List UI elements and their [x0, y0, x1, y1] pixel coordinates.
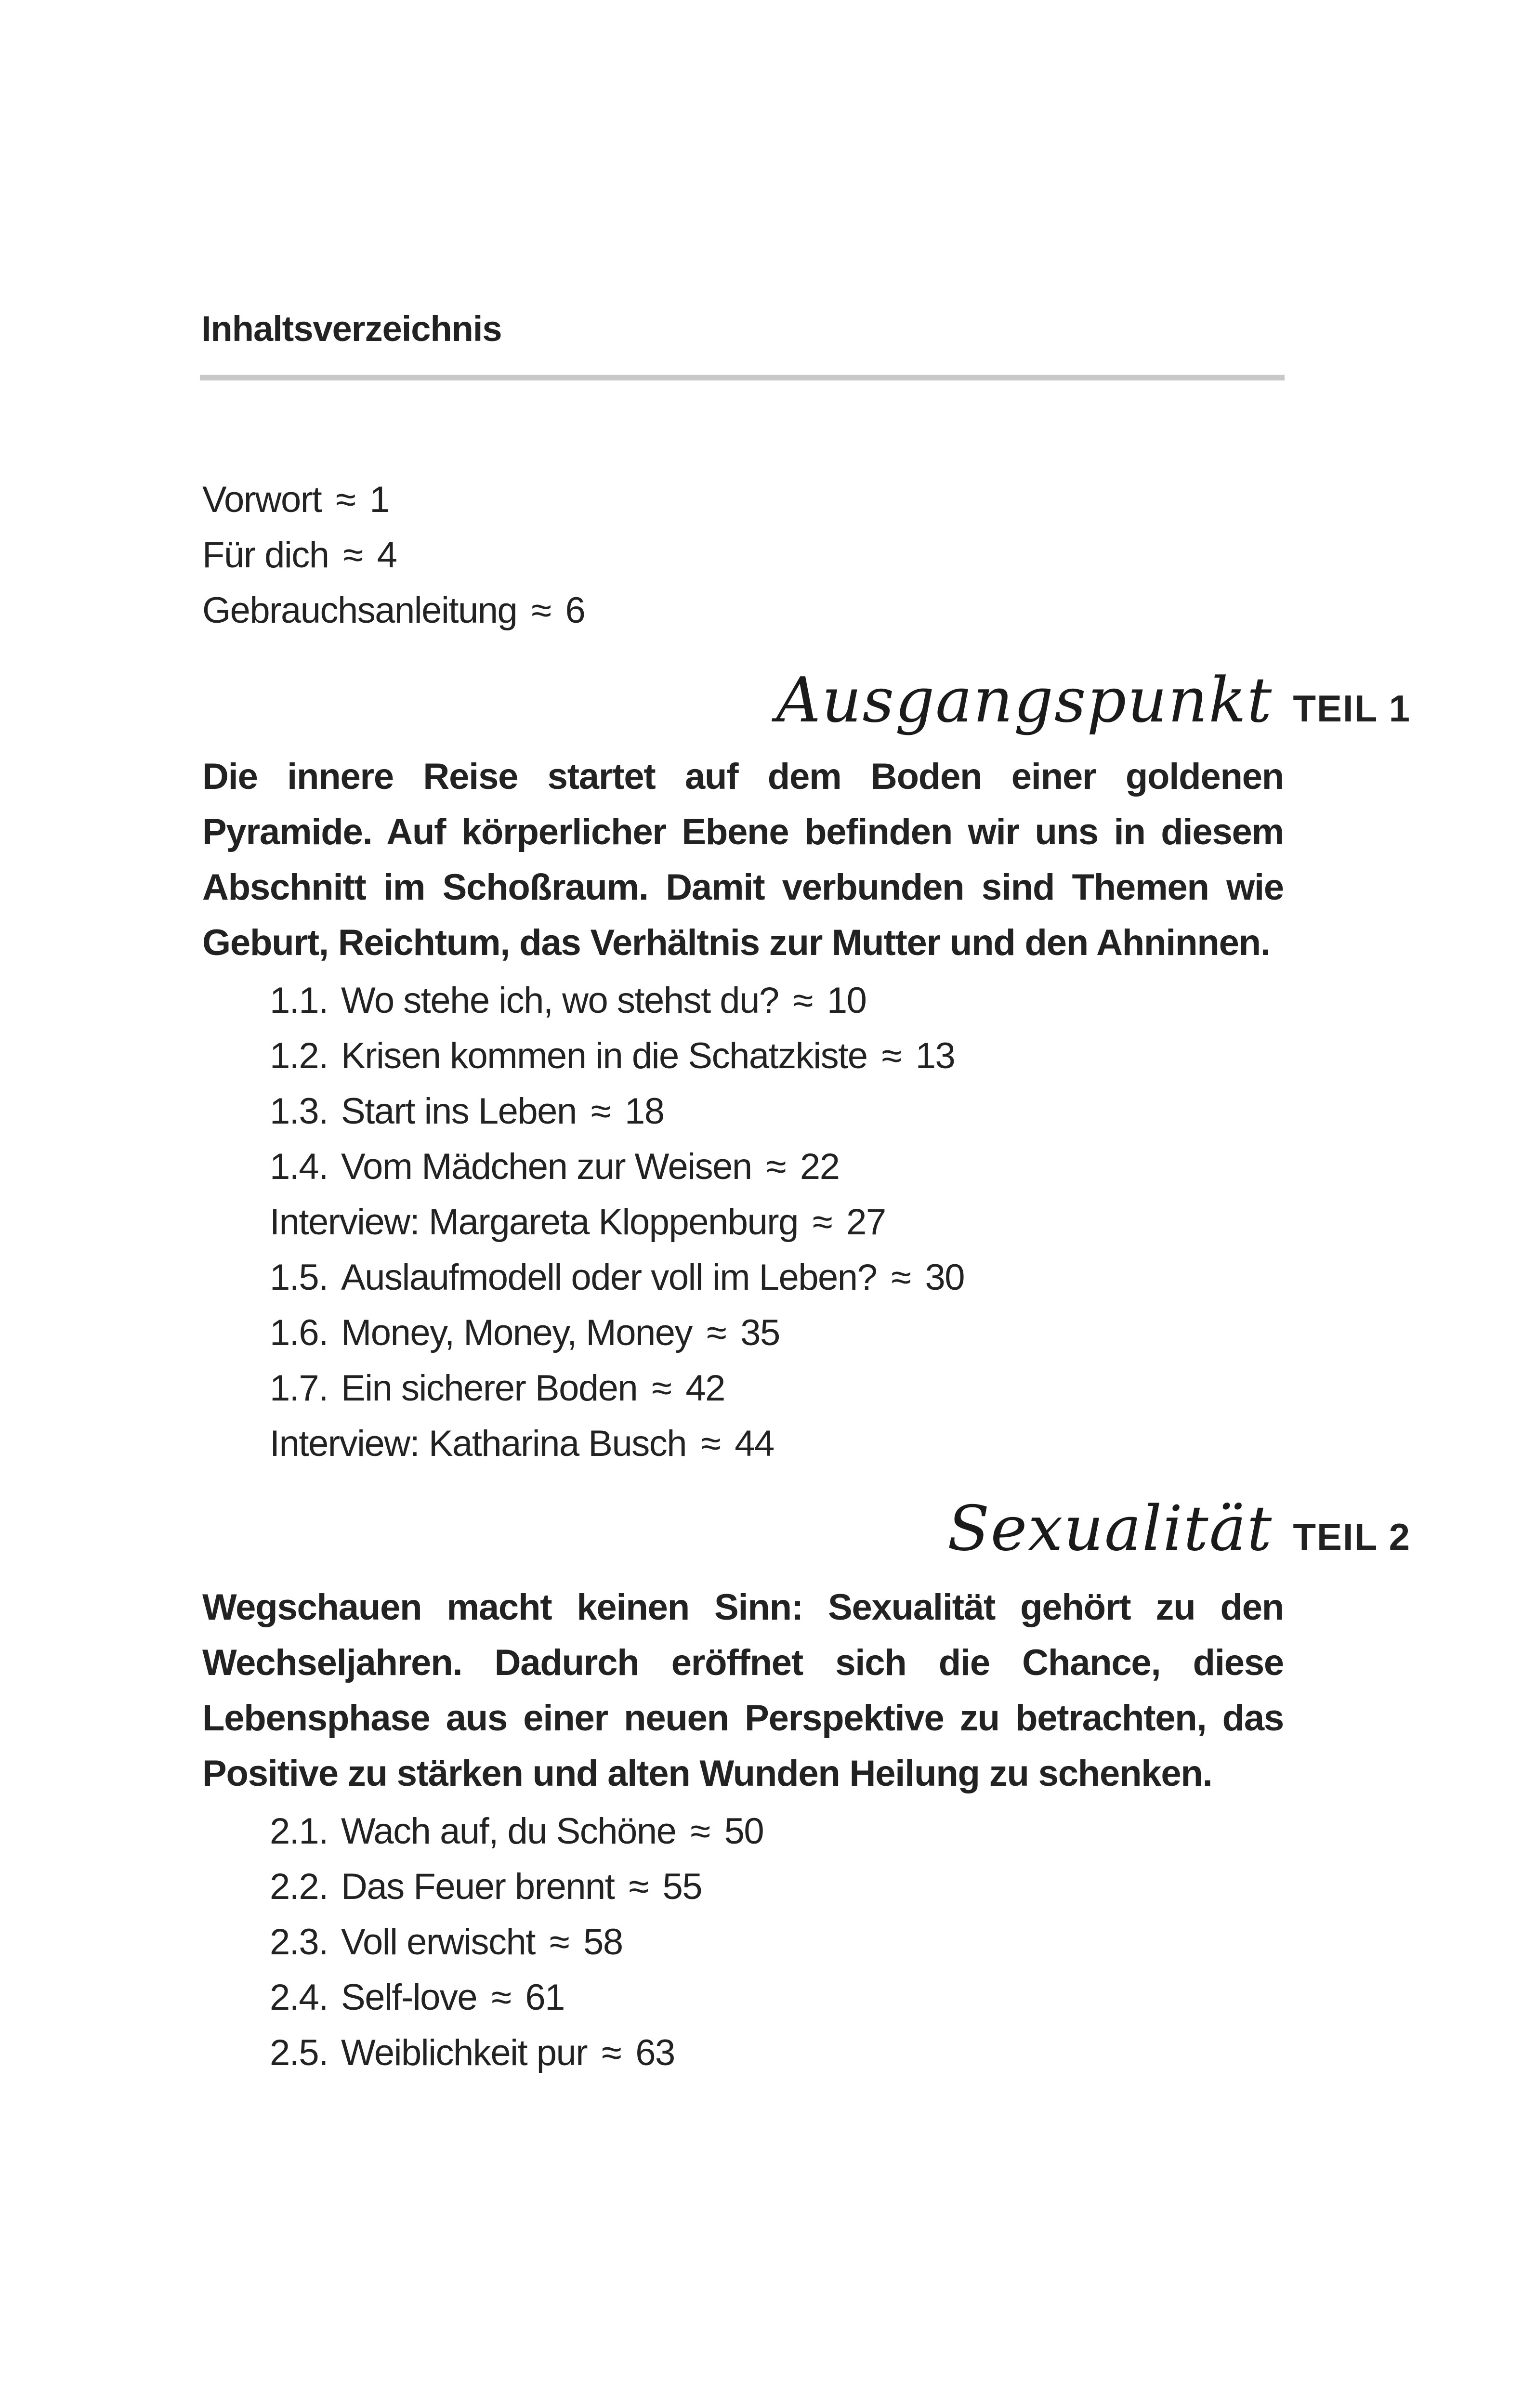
- toc-entry-interview: [270, 1204, 886, 1241]
- entry-number: 1.3.: [270, 1091, 328, 1132]
- entry-page: 55: [662, 1866, 702, 1907]
- entry-page: 30: [925, 1257, 965, 1298]
- separator: ≈: [602, 2032, 621, 2073]
- entry-title: Wach auf, du Schöne: [341, 1811, 676, 1852]
- entry-number: 1.1.: [270, 980, 328, 1021]
- separator: ≈: [336, 479, 355, 520]
- part-2-header: [947, 1493, 1411, 1565]
- entry-page: 50: [724, 1811, 764, 1852]
- entry-number: 1.2.: [270, 1035, 328, 1076]
- entry-page: 6: [565, 590, 585, 631]
- part-1-header: [776, 665, 1411, 736]
- entry-page: 13: [915, 1035, 955, 1076]
- toc-entry: [270, 982, 866, 1019]
- entry-number: 2.5.: [270, 2032, 328, 2073]
- entry-number: 2.2.: [270, 1866, 328, 1907]
- entry-title: Weiblichkeit pur: [341, 2032, 588, 2073]
- entry-title: Voll erwischt: [341, 1922, 535, 1963]
- entry-title: Krisen kommen in die Schatzkiste: [341, 1035, 867, 1076]
- entry-title: Vom Mädchen zur Weisen: [341, 1146, 752, 1187]
- part-1-label: TEIL 1: [1293, 687, 1411, 730]
- toc-entry: [270, 1093, 664, 1130]
- separator: ≈: [690, 1811, 710, 1852]
- toc-entry-interview: [270, 1423, 774, 1464]
- entry-page: 44: [735, 1423, 774, 1464]
- separator: ≈: [707, 1312, 726, 1353]
- separator: ≈: [812, 1202, 832, 1243]
- entry-number: 1.5.: [270, 1257, 328, 1298]
- entry-page: 27: [846, 1202, 886, 1243]
- toc-entry: [270, 1146, 840, 1187]
- separator: ≈: [591, 1091, 610, 1132]
- entry-title: Das Feuer brennt: [341, 1866, 615, 1907]
- part-2-script-title: Sexualität: [947, 1493, 1273, 1565]
- entry-number: 1.6.: [270, 1312, 328, 1353]
- part-2-intro: Wegschauen macht keinen Sinn: Sexualität gehört zu den Wechseljahren. Dadurch eröffnet sich die Chance, diese Lebensphase aus einer neuen Perspektive zu betrachten, das Positive zu stärken und alten Wunden Heilung zu schenken.: [202, 1587, 1284, 1794]
- separator: ≈: [629, 1866, 648, 1907]
- entry-page: 22: [800, 1146, 840, 1187]
- entry-page: 42: [685, 1368, 725, 1409]
- entry-page: 18: [624, 1091, 664, 1132]
- entry-number: 2.3.: [270, 1922, 328, 1963]
- entry-number: 2.4.: [270, 1977, 328, 2018]
- entry-title: Ein sicherer Boden: [341, 1368, 638, 1409]
- separator: ≈: [491, 1977, 511, 2018]
- toc-heading: Inhaltsverzeichnis: [201, 309, 502, 349]
- separator: ≈: [343, 535, 363, 576]
- toc-entry: [270, 1866, 702, 1907]
- entry-title: Money, Money, Money: [341, 1312, 693, 1353]
- entry-title: Wo stehe ich, wo stehst du?: [341, 980, 779, 1021]
- toc-entry: [270, 1813, 763, 1850]
- heading-divider: [200, 375, 1285, 380]
- separator: ≈: [766, 1146, 786, 1187]
- separator: ≈: [549, 1922, 569, 1963]
- entry-page: 1: [369, 479, 390, 520]
- entry-title: Interview: Margareta Kloppenburg: [270, 1202, 798, 1243]
- entry-page: 63: [635, 2032, 675, 2073]
- toc-entry-for-you: [202, 537, 397, 574]
- entry-title: Für dich: [202, 535, 329, 576]
- separator: ≈: [531, 590, 551, 631]
- entry-page: 10: [827, 980, 866, 1021]
- part-2-label: TEIL 2: [1293, 1516, 1411, 1558]
- toc-entry: [270, 1979, 565, 2016]
- entry-page: 58: [583, 1922, 623, 1963]
- separator: ≈: [793, 980, 813, 1021]
- entry-page: 61: [525, 1977, 565, 2018]
- toc-entry-instructions: [202, 592, 585, 629]
- entry-number: 1.7.: [270, 1368, 328, 1409]
- toc-entry: [270, 1312, 780, 1353]
- part-1-script-title: Ausgangspunkt: [776, 665, 1273, 736]
- entry-title: Start ins Leben: [341, 1091, 577, 1132]
- entry-page: 4: [377, 535, 397, 576]
- separator: ≈: [652, 1368, 671, 1409]
- toc-entry: [270, 1924, 623, 1961]
- entry-title: Self-love: [341, 1977, 477, 2018]
- entry-title: Gebrauchsanleitung: [202, 590, 517, 631]
- toc-entry: [270, 1370, 725, 1407]
- toc-entry: [270, 1035, 955, 1076]
- entry-number: 2.1.: [270, 1811, 328, 1852]
- separator: ≈: [701, 1423, 721, 1464]
- toc-entry-foreword: [202, 479, 390, 520]
- toc-entry: [270, 1259, 964, 1296]
- separator: ≈: [891, 1257, 911, 1298]
- separator: ≈: [881, 1035, 901, 1076]
- entry-title: Vorwort: [202, 479, 322, 520]
- part-1-intro: Die innere Reise startet auf dem Boden einer goldenen Pyramide. Auf körperlicher Ebene befinden wir uns in diesem Abschnitt im Schoßraum. Damit verbunden sind Themen wie Geburt, Reichtum, das Verhältnis zur Mutter und den Ahninnen.: [202, 756, 1284, 963]
- toc-entry: [270, 2032, 675, 2073]
- entry-page: 35: [740, 1312, 780, 1353]
- entry-number: 1.4.: [270, 1146, 328, 1187]
- entry-title: Auslaufmodell oder voll im Leben?: [341, 1257, 877, 1298]
- entry-title: Interview: Katharina Busch: [270, 1423, 687, 1464]
